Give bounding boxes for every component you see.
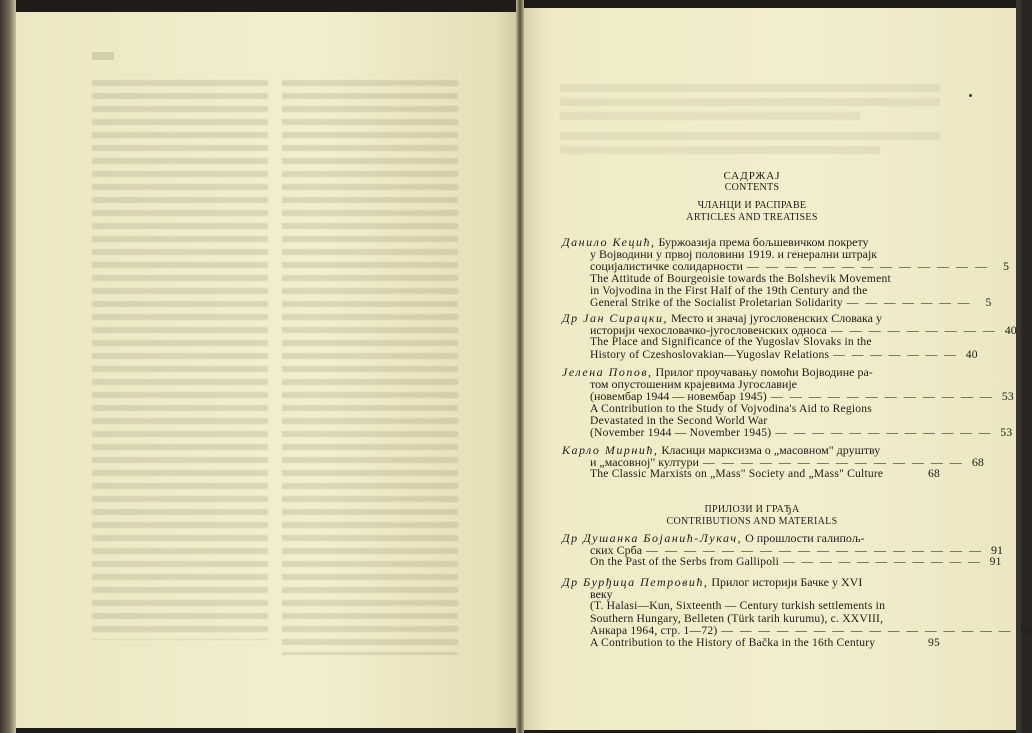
entry-title-en-line: The Place and Significance of the Yugoslav Slovaks in the bbox=[590, 335, 872, 349]
entry-page-number: 5 bbox=[985, 296, 992, 310]
bleed-through-page-number bbox=[92, 52, 114, 60]
entry-title-en-line: The Classic Marxists on „Mass" Society and „Mass" Culture bbox=[590, 467, 884, 481]
entry-title-line: Буржоазија према бољшевичком покрету bbox=[658, 235, 869, 249]
entry-title-en-line: History of Czeshoslovakian—Yugoslav Relations bbox=[590, 347, 830, 361]
entry-page-number: 95 bbox=[928, 636, 940, 650]
bleed-through-line bbox=[560, 112, 860, 120]
entry-page-number: 53 bbox=[1001, 389, 1014, 404]
entry-page-number: 53 bbox=[1000, 426, 1013, 440]
entry-page-number: 91 bbox=[989, 555, 1002, 569]
entry-title-en-line: (T. Halasi—Kun, Sixteenth — Century turkish settlements in bbox=[590, 599, 886, 613]
section-heading-sr: ПРИЛОЗИ И ГРАЂА bbox=[704, 504, 800, 515]
toc-entry: Јелена Попов, Прилог проучавању помоћи Војводине ра- том опустошеним крајевима Југославије (новембар 1944 — новембар 1945) — — — — — — — — — — — — 53 A Contribution to the Study of Vojvodina's Aid to Regions Devastated in the Second World War (November 1944 — November 1945) — — — — — — — — — — — — 53 bbox=[562, 365, 1014, 440]
entry-title-en-line: The Attitude of Bourgeoisie towards the Bolshevik Movement bbox=[590, 271, 891, 285]
entry-page-number: 95 bbox=[1020, 623, 1032, 637]
bleed-through-column-right bbox=[282, 80, 458, 655]
entry-author: Карло Мирнић, bbox=[562, 443, 659, 457]
entry-title-en-line: Southern Hungary, Belleten (Türk tarih kurumu), c. XXVIII, bbox=[590, 611, 884, 625]
entry-title-en-line: in Vojvodina in the First Half of the 19th Century and the bbox=[590, 283, 868, 297]
entry-title-en-line: Анкара 1964, стр. 1—72) bbox=[590, 623, 718, 637]
bleed-through-line bbox=[560, 132, 940, 140]
bleed-through-line bbox=[560, 146, 880, 154]
entry-title-en-line: A Contribution to the History of Bačka in the 16th Century bbox=[590, 636, 876, 650]
section-heading-en: ARTICLES AND TREATISES bbox=[686, 212, 818, 223]
entry-author: Др Душанка Бојанић-Лукач, bbox=[562, 531, 743, 545]
entry-page-number: 40 bbox=[965, 347, 978, 361]
entry-title-line: у Војводини у првој половини 1919. и генерални штрајк bbox=[590, 247, 878, 262]
entry-title-en-line: General Strike of the Socialist Proletarian Solidarity bbox=[590, 296, 843, 310]
entry-title-line: том опустошеним крајевима Југославије bbox=[590, 377, 798, 392]
toc-entry: Др Душанка Бојанић-Лукач, О прошлости галипољ- ских Срба — — — — — — — — — — — — — — — — — — 91 On the Past of the Serbs from Gallipoli — — — — — — — — — — — 91 bbox=[562, 531, 1004, 569]
entry-title-en-line: (November 1944 — November 1945) bbox=[590, 426, 772, 440]
entry-title-line: социјалистичке солидарности bbox=[590, 259, 743, 274]
section-header bbox=[562, 504, 942, 528]
toc-entry: Данило Кецић, Буржоазија према бољшевичком покрету у Војводини у првој половини 1919. и генерални штрајк социјалистичке солидарности — — — — — — — — — — — — — 5 The Attitude of Bourgeoisie towards the Bolshevik Movement in Vojvodina in the First Half of the 19th Century and the General Strike of the Socialist Proletarian Solidarity — — — — — — — 5 bbox=[562, 235, 1009, 310]
book-edge-left bbox=[0, 0, 16, 733]
entry-page-number: 91 bbox=[991, 543, 1004, 558]
entry-author: Данило Кецић, bbox=[562, 235, 656, 249]
entry-author: Др Јан Сирацки, bbox=[562, 311, 669, 325]
section-heading-en: CONTRIBUTIONS AND MATERIALS bbox=[666, 516, 838, 527]
bleed-through-column-left bbox=[92, 80, 268, 640]
section-heading-sr: ЧЛАНЦИ И РАСПРАВЕ bbox=[697, 200, 807, 211]
entry-title-line: и „масовној" култури bbox=[590, 455, 699, 470]
entry-title-en-line: On the Past of the Serbs from Gallipoli bbox=[590, 555, 780, 569]
toc-entry: Карло Мирнић, Класици марксизма о „масовном" друштву и „масовној" култури — — — — — — — — — — — — — — 68 The Classic Marxists on „Mass" Society and „Mass" Culture 68 bbox=[562, 443, 984, 481]
toc-title-sr: САДРЖАЈ bbox=[723, 170, 781, 182]
entry-page-number: 40 bbox=[1004, 323, 1017, 338]
bleed-through-line bbox=[560, 84, 940, 92]
entry-title-line: Класици марксизма о „масовном" друштву bbox=[661, 443, 881, 457]
entry-title-line: Прилог проучавању помоћи Војводине ра- bbox=[655, 365, 873, 379]
toc-title-en: CONTENTS bbox=[724, 182, 780, 193]
entry-author: Др Бурђица Петровић, bbox=[562, 575, 709, 589]
entry-title-line: ских Срба bbox=[590, 543, 643, 558]
entry-title-line: историји чехословачко-југословенских односа bbox=[590, 323, 827, 338]
entry-author: Јелена Попов, bbox=[562, 365, 653, 379]
entry-page-number: 68 bbox=[928, 467, 940, 481]
entry-title-en-line: A Contribution to the Study of Vojvodina's Aid to Regions bbox=[590, 401, 872, 415]
toc-header bbox=[562, 170, 942, 224]
entry-title-line: Место и значај југословенских Словака у bbox=[671, 311, 882, 325]
entry-title-line: Прилог историји Бачке у XVI bbox=[711, 575, 863, 589]
entry-title-line: (новембар 1944 — новембар 1945) bbox=[590, 389, 767, 404]
entry-title-line: веку bbox=[590, 587, 613, 602]
toc-entry: Др Јан Сирацки, Место и значај југословенских Словака у историји чехословачко-југословенских односа — — — — — — — — — 40 The Place and Significance of the Yugoslav Slovaks in the History of Czeshoslovakian—Yugoslav Relations — — — — — — — 40 bbox=[562, 311, 1017, 361]
entry-title-en-line: Devastated in the Second World War bbox=[590, 413, 768, 427]
entry-page-number: 5 bbox=[1002, 259, 1009, 274]
page-speck bbox=[969, 94, 972, 97]
bleed-through-line bbox=[560, 98, 940, 106]
book-gutter bbox=[516, 0, 524, 733]
entry-title-line: О прошлости галипољ- bbox=[745, 531, 865, 545]
entry-page-number: 68 bbox=[971, 455, 984, 470]
toc-entry: Др Бурђица Петровић, Прилог историји Бачке у XVI веку (T. Halasi—Kun, Sixteenth — Century turkish settlements in Southern Hungary, Belleten (Türk tarih kurumu), c. XXVIII, Анкара 1964, стр. 1—72) — — — — — — — — — — — — — — — — 95 A Contribution to the History of Bačka in the 16th Century 95 bbox=[562, 575, 1032, 650]
